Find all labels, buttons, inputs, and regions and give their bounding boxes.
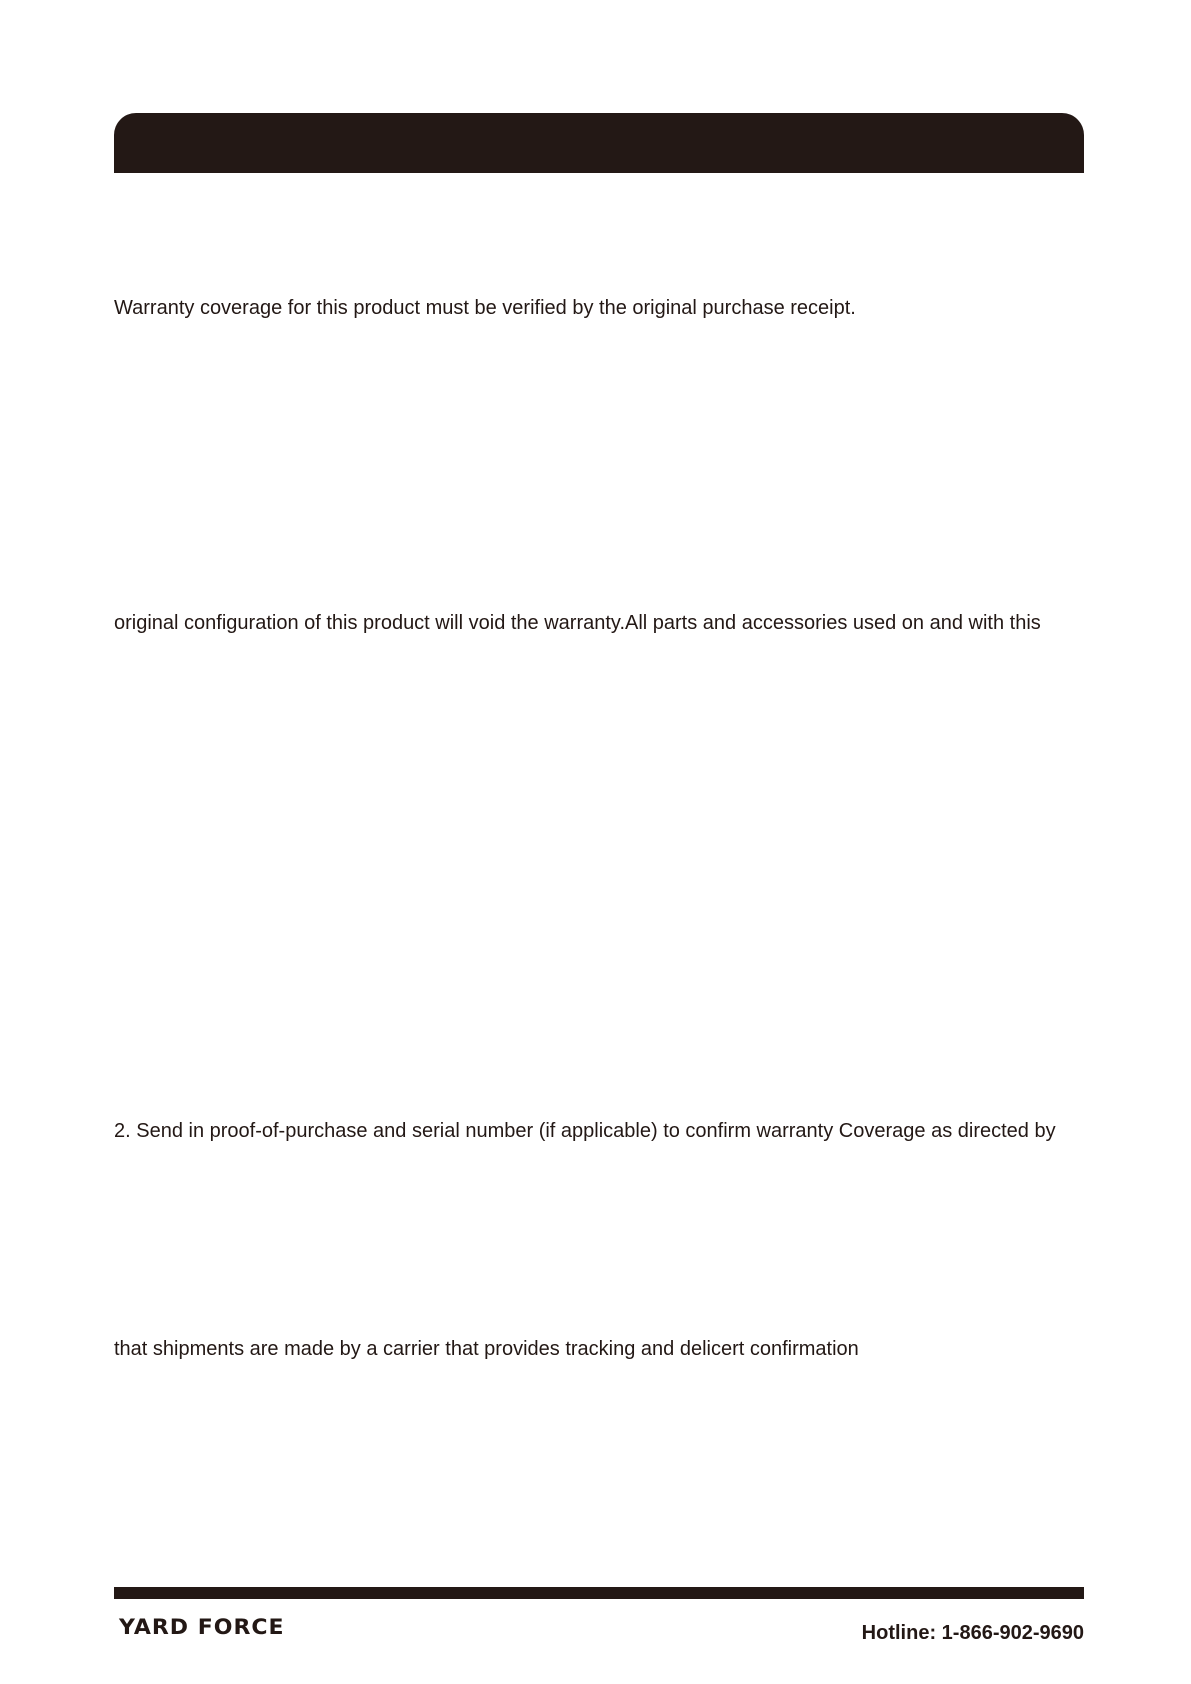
header-bar [114, 113, 1084, 173]
brand-logo: YARD FORCE [119, 1616, 285, 1640]
hotline-number: Hotline: 1-866-902-9690 [861, 1622, 1084, 1644]
configuration-warning-text: original configuration of this product will void the warranty.All parts and accessories used on and with this [114, 612, 1041, 634]
proof-of-purchase-step: 2. Send in proof-of-purchase and serial number (if applicable) to confirm warranty Coverage as directed by [114, 1120, 1056, 1142]
footer-divider [114, 1587, 1084, 1599]
shipment-tracking-text: that shipments are made by a carrier that provides tracking and delicert confirmation [114, 1338, 859, 1360]
warranty-verification-text: Warranty coverage for this product must be verified by the original purchase receipt. [114, 297, 856, 319]
